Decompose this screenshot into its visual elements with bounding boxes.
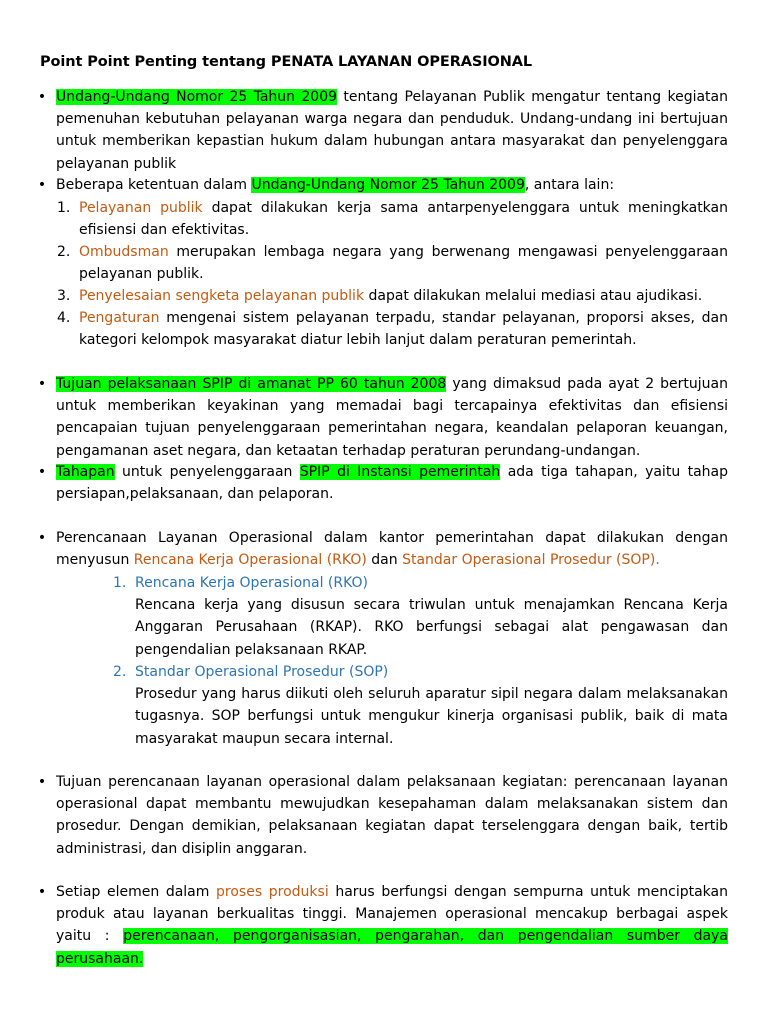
paragraph-text: dan [366, 552, 403, 569]
highlight-text: Tujuan pelaksanaan SPIP di amanat PP 60 tahun 2008 [56, 376, 447, 392]
bullet-icon: • [37, 884, 47, 900]
paragraph-text: yang dimaksud pada ayat 2 bertujuan untuk memberikan keyakinan yang memadai bagi tercapainya efektivitas dan efisiensi pencapaian tujuan penyelenggaraan pemerintahan negara, keandalan pelaporan keuangan, pengamanan aset negara, dan ketaatan terhadap peraturan perundang-undangan. [56, 376, 728, 459]
list-number: 3. [57, 288, 71, 304]
sub-item-sop [113, 661, 728, 750]
orange-term: Pelayanan publik [79, 200, 203, 216]
list-number: 2. [113, 664, 127, 680]
bullet-tujuan-perencanaan [37, 771, 728, 860]
paragraph-text: , antara lain: [524, 177, 615, 193]
orange-term: Penyelesaian sengketa pelayanan publik [79, 288, 365, 304]
numbered-item-2 [57, 241, 728, 285]
paragraph-text: ada tiga tahapan, yaitu tahap persiapan,pelaksanaan, dan pelaporan. [56, 464, 728, 503]
orange-term: Rencana Kerja Operasional (RKO) [133, 552, 367, 569]
list-text: merupakan lembaga negara yang berwenang mengawasi penyelenggaraan pelayanan publik. [79, 244, 728, 283]
bullet-icon: • [37, 89, 47, 105]
orange-term: proses produksi [216, 884, 329, 900]
paragraph-text: Perencanaan Layanan Operasional dalam kantor pemerintahan dapat dilakukan dengan menyusun [56, 530, 728, 569]
bullet-icon: • [37, 530, 47, 546]
sub-text: Rencana kerja yang disusun secara triwulan untuk menajamkan Rencana Kerja Anggaran Perusahaan (RKAP). RKO berfungsi sebagai alat pengawasan dan pengendalian pelaksanaan RKAP. [135, 597, 728, 658]
paragraph-text: Setiap elemen dalam [56, 884, 217, 900]
paragraph-text: Tujuan perencanaan layanan operasional dalam pelaksanaan kegiatan: perencanaan layanan operasional dapat membantu mewujudkan kesepahaman dalam melaksanakan sistem dan prosedur. Dengan demikian, pelaksanaan kegiatan dapat terselenggara dengan baik, tertib administrasi, dan disiplin anggaran. [56, 774, 728, 857]
paragraph-text: Beberapa ketentuan dalam [56, 177, 252, 193]
bullet-tahapan [37, 461, 728, 505]
list-number: 1. [57, 200, 71, 216]
highlight-text: Undang-Undang Nomor 25 Tahun 2009 [251, 177, 525, 193]
bullet-icon: • [37, 464, 47, 480]
numbered-item-4 [57, 307, 728, 351]
sub-text: Prosedur yang harus diikuti oleh seluruh aparatur sipil negara dalam melaksanakan tugasnya. SOP berfungsi untuk mengukur kinerja organisasi publik, baik di mata masyarakat maupun secara internal. [135, 686, 728, 747]
bullet-icon: • [37, 774, 47, 790]
sub-heading: Standar Operasional Prosedur (SOP) [135, 664, 389, 680]
bullet-icon: • [37, 177, 47, 193]
list-number: 1. [113, 575, 127, 591]
sub-heading: Rencana Kerja Operasional (RKO) [135, 575, 369, 591]
list-number: 2. [57, 244, 71, 260]
highlight-text: perencanaan, pengorganisasian, pengarahan, dan pengendalian sumber daya perusahaan. [56, 928, 728, 967]
paragraph-text: tentang Pelayanan Publik mengatur tentang kegiatan pemenuhan kebutuhan pelayanan warga negara dan penduduk. Undang-undang ini bertujuan untuk memberikan kepastian hukum dalam hubungan antara masyarakat dan penyelenggara pelayanan publik [56, 89, 728, 172]
paragraph-text: untuk penyelenggaraan [114, 464, 300, 480]
bullet-perencanaan [37, 527, 728, 571]
highlight-text: SPIP di Instansi pemerintah [299, 464, 501, 480]
list-text: dapat dilakukan kerja sama antarpenyelenggara untuk meningkatkan efisiensi dan efektivitas. [79, 200, 728, 239]
numbered-item-3 [57, 285, 728, 307]
bullet-tujuan-spip [37, 373, 728, 462]
document-title: Point Point Penting tentang PENATA LAYANAN OPERASIONAL [40, 54, 533, 70]
list-text: mengenai sistem pelayanan terpadu, standar pelayanan, proporsi akses, dan kategori kelompok masyarakat diatur lebih lanjut dalam peraturan pemerintah. [79, 310, 728, 349]
numbered-item-1 [57, 197, 728, 241]
paragraph-text: harus berfungsi dengan sempurna untuk menciptakan produk atau layanan berkualitas tinggi. Manajemen operasional mencakup berbagai aspek yaitu : [56, 884, 728, 945]
bullet-icon: • [37, 376, 47, 392]
orange-term: Standar Operasional Prosedur (SOP). [402, 552, 660, 569]
bullet-ketentuan [37, 174, 728, 196]
orange-term: Ombudsman [79, 244, 169, 260]
bullet-uu-25-2009 [37, 86, 728, 175]
sub-item-rko [113, 572, 728, 661]
list-number: 4. [57, 310, 71, 326]
bullet-proses-produksi [37, 881, 728, 970]
list-text: dapat dilakukan melalui mediasi atau ajudikasi. [364, 288, 703, 304]
highlight-text: Undang-Undang Nomor 25 Tahun 2009 [56, 89, 338, 105]
highlight-text: Tahapan [56, 464, 115, 480]
orange-term: Pengaturan [79, 310, 160, 326]
